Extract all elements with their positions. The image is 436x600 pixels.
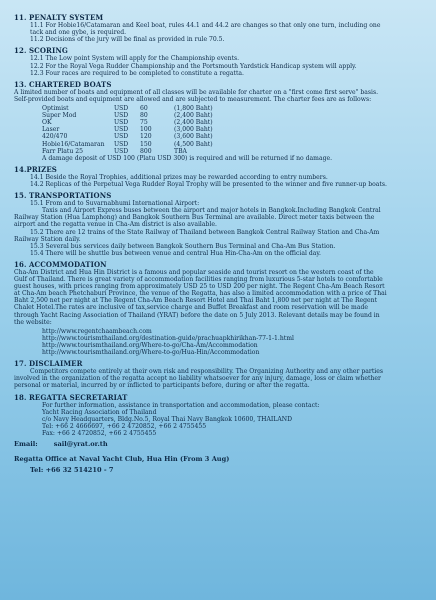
currency: USD xyxy=(114,112,129,120)
paragraph: Baht 2,500 net per night at The Regent Cha-Am Beach Resort Hotel and Thai Baht 1,800 net per night at The Regent xyxy=(14,297,378,305)
paragraph: c/o Navy Headquarters, Bldg.No.5, Royal Thai Navy Bangkok 10600, THAILAND xyxy=(42,415,292,423)
paragraph: 11.1 For Hobie16/Catamaran and Keel boat, rules 44.1 and 44.2 are changes so that only one turn, including one xyxy=(30,22,381,30)
website-link[interactable]: http://www.tourismthailand.org/Where-to-go/Cha-Am/Accommodation xyxy=(42,341,258,349)
baht: (2,400 Baht) xyxy=(174,112,213,120)
paragraph: involved in the organization of the regatta accept no liability whatsoever for any injury, damage, loss or claim whether xyxy=(14,375,381,383)
paragraph: Railway Station (Hua Lamphong) and Bangkok Southern Bus Terminal are available. Direct meter taxis between the xyxy=(14,214,375,222)
paragraph: 11.2 Decisions of the jury will be final as provided in rule 70.5. xyxy=(30,36,225,44)
currency: USD xyxy=(114,133,129,141)
paragraph: 12.3 Four races are required to be completed to constitute a regatta. xyxy=(30,69,244,77)
amount: 75 xyxy=(140,119,148,127)
paragraph: 15.1 From and to Suvarnabhumi International Airport: xyxy=(30,200,200,208)
section-heading: 11. PENALTY SYSTEM xyxy=(14,13,104,22)
regatta-office: Regatta Office at Naval Yacht Club, Hua Hin (From 3 Aug) xyxy=(14,455,230,464)
paragraph: personal or material, incurred by or inflicted to participants before, during or after the regatta. xyxy=(14,382,310,390)
currency: USD xyxy=(114,105,129,113)
email-line xyxy=(14,441,424,448)
boat-class: Hobie16/Catamaran xyxy=(42,140,105,148)
amount: 60 xyxy=(140,105,148,113)
currency: USD xyxy=(114,147,129,155)
paragraph: A damage deposit of USD 100 (Platu USD 300) is required and will be returned if no damage. xyxy=(42,154,333,162)
paragraph: at Cha-Am beach Phetchaburi Province, the venue of the Regatta, has also a limited accommodation with a price of Thai xyxy=(14,290,387,298)
currency: USD xyxy=(114,140,129,148)
amount: 800 xyxy=(140,147,152,155)
paragraph: Fax: +66 2 4720852, +66 2 4755455 xyxy=(42,429,157,437)
website-link[interactable]: http://www.tourismthailand.org/destination-guide/prachuapkhirikhan-77-1-1.html xyxy=(42,334,294,342)
paragraph: through Yacht Racing Association of Thailand (YRAT) before the date on 5 July 2013. Relevant details may be found in xyxy=(14,311,380,319)
paragraph: 15.3 Several bus services daily between Bangkok Southern Bus Terminal and Cha-Am Bus Station. xyxy=(30,242,336,250)
boat-class: OK xyxy=(42,119,52,127)
paragraph: 12.2 For the Royal Vega Rudder Championship and the Portsmouth Yardstick Handicap system will apply. xyxy=(30,62,357,70)
paragraph: Railway Station daily. xyxy=(14,235,81,243)
email-address[interactable]: sail@yrat.or.th xyxy=(53,440,108,449)
paragraph: Competitors compete entirely at their own risk and responsibility. The Organizing Authority and any other parties xyxy=(30,368,383,376)
amount: 150 xyxy=(140,140,152,148)
paragraph: Chalet Hotel.The rates are inclusive of tax,service charge and Buffet Breakfast and room reservation will be made xyxy=(14,304,368,312)
charter-fee-table xyxy=(14,105,424,155)
section-heading: 12. SCORING xyxy=(14,46,68,56)
email-label: Email: xyxy=(14,440,38,449)
amount: 120 xyxy=(140,133,152,141)
paragraph: airport and the regatta venue in Cha-Am district is also available. xyxy=(14,221,217,229)
paragraph: 15.2 There are 12 trains of the State Railway of Thailand between Bangkok Central Railway Station and Cha-Am xyxy=(30,228,380,236)
website-link[interactable]: http://www.regentchaambeach.com xyxy=(42,327,152,335)
paragraph: Taxis and Airport Express buses between the airport and major hotels in Bangkok.Including Bangkok Central xyxy=(42,207,381,215)
paragraph: Yacht Racing Association of Thailand xyxy=(42,408,157,416)
baht: (3,600 Baht) xyxy=(174,133,213,141)
currency: USD xyxy=(114,126,129,134)
baht: (1,800 Baht) xyxy=(174,105,213,113)
boat-class: Laser xyxy=(42,126,60,134)
section-heading: 18. REGATTA SECRETARIAT xyxy=(14,392,128,402)
paragraph: Self-provided boats and equipment are allowed and are subjected to measurement. The charter fees are as follows: xyxy=(14,95,372,103)
paragraph: For further information, assistance in transportation and accommodation, please contact: xyxy=(42,401,320,409)
paragraph: guest houses, with prices ranging from approximately USD 25 to USD 200 per night. The Regent Cha-Am Beach Resort xyxy=(14,283,385,291)
paragraph: Tel: +66 2 4666697, +66 2 4720852, +66 2 4755455 xyxy=(42,422,207,430)
office-telephone: Tel: +66 32 514210 - 7 xyxy=(30,466,114,475)
paragraph: tack and one gybe, is required. xyxy=(30,29,127,37)
amount: 80 xyxy=(140,112,148,120)
section-heading: 14.PRIZES xyxy=(14,164,57,174)
section-heading: 17. DISCLAIMER xyxy=(14,359,83,369)
document-page xyxy=(14,10,424,474)
boat-class: Optimist xyxy=(42,105,69,113)
paragraph: Gulf of Thailand. There is great variety of accommodation facilities ranging from luxurious 5-star hotels to comfortable xyxy=(14,276,383,284)
boat-class: Super Mod xyxy=(42,112,77,120)
boat-class: 420/470 xyxy=(42,133,68,141)
baht: (4,500 Baht) xyxy=(174,140,213,148)
baht: (3,000 Baht) xyxy=(174,126,213,134)
amount: 100 xyxy=(140,126,152,134)
paragraph: the website: xyxy=(14,318,52,326)
paragraph: 12.1 The Low point System will apply for the Championship events. xyxy=(30,55,240,63)
section-heading: 15. TRANSPORTATIONS xyxy=(14,191,112,201)
paragraph: 14.2 Replicas of the Perpetual Vega Rudder Royal Trophy will be presented to the winner and five runner-up boats. xyxy=(30,180,387,188)
paragraph: 14.1 Beside the Royal Trophies, additional prizes may be rewarded according to entry numbers. xyxy=(30,173,328,181)
paragraph: 15.4 There will be shuttle bus between venue and central Hua Hin-Cha-Am on the official day. xyxy=(30,249,321,257)
section-heading: 16. ACCOMMODATION xyxy=(14,259,107,269)
section-heading: 13. CHARTERED BOATS xyxy=(14,79,112,89)
boat-class: Farr Platu 25 xyxy=(42,147,83,155)
website-link[interactable]: http://www.tourismthailand.org/Where-to-go/Hua-Hin/Accommodation xyxy=(42,349,260,357)
paragraph: A limited number of boats and equipment of all classes will be available for charter on a "first come first serve" basis. xyxy=(14,88,379,96)
baht: TBA xyxy=(174,147,187,155)
paragraph: Cha-Am District and Hua Hin District is a famous and popular seaside and tourist resort on the western coast of the xyxy=(14,269,374,276)
baht: (2,400 Baht) xyxy=(174,119,213,127)
currency: USD xyxy=(114,119,129,127)
